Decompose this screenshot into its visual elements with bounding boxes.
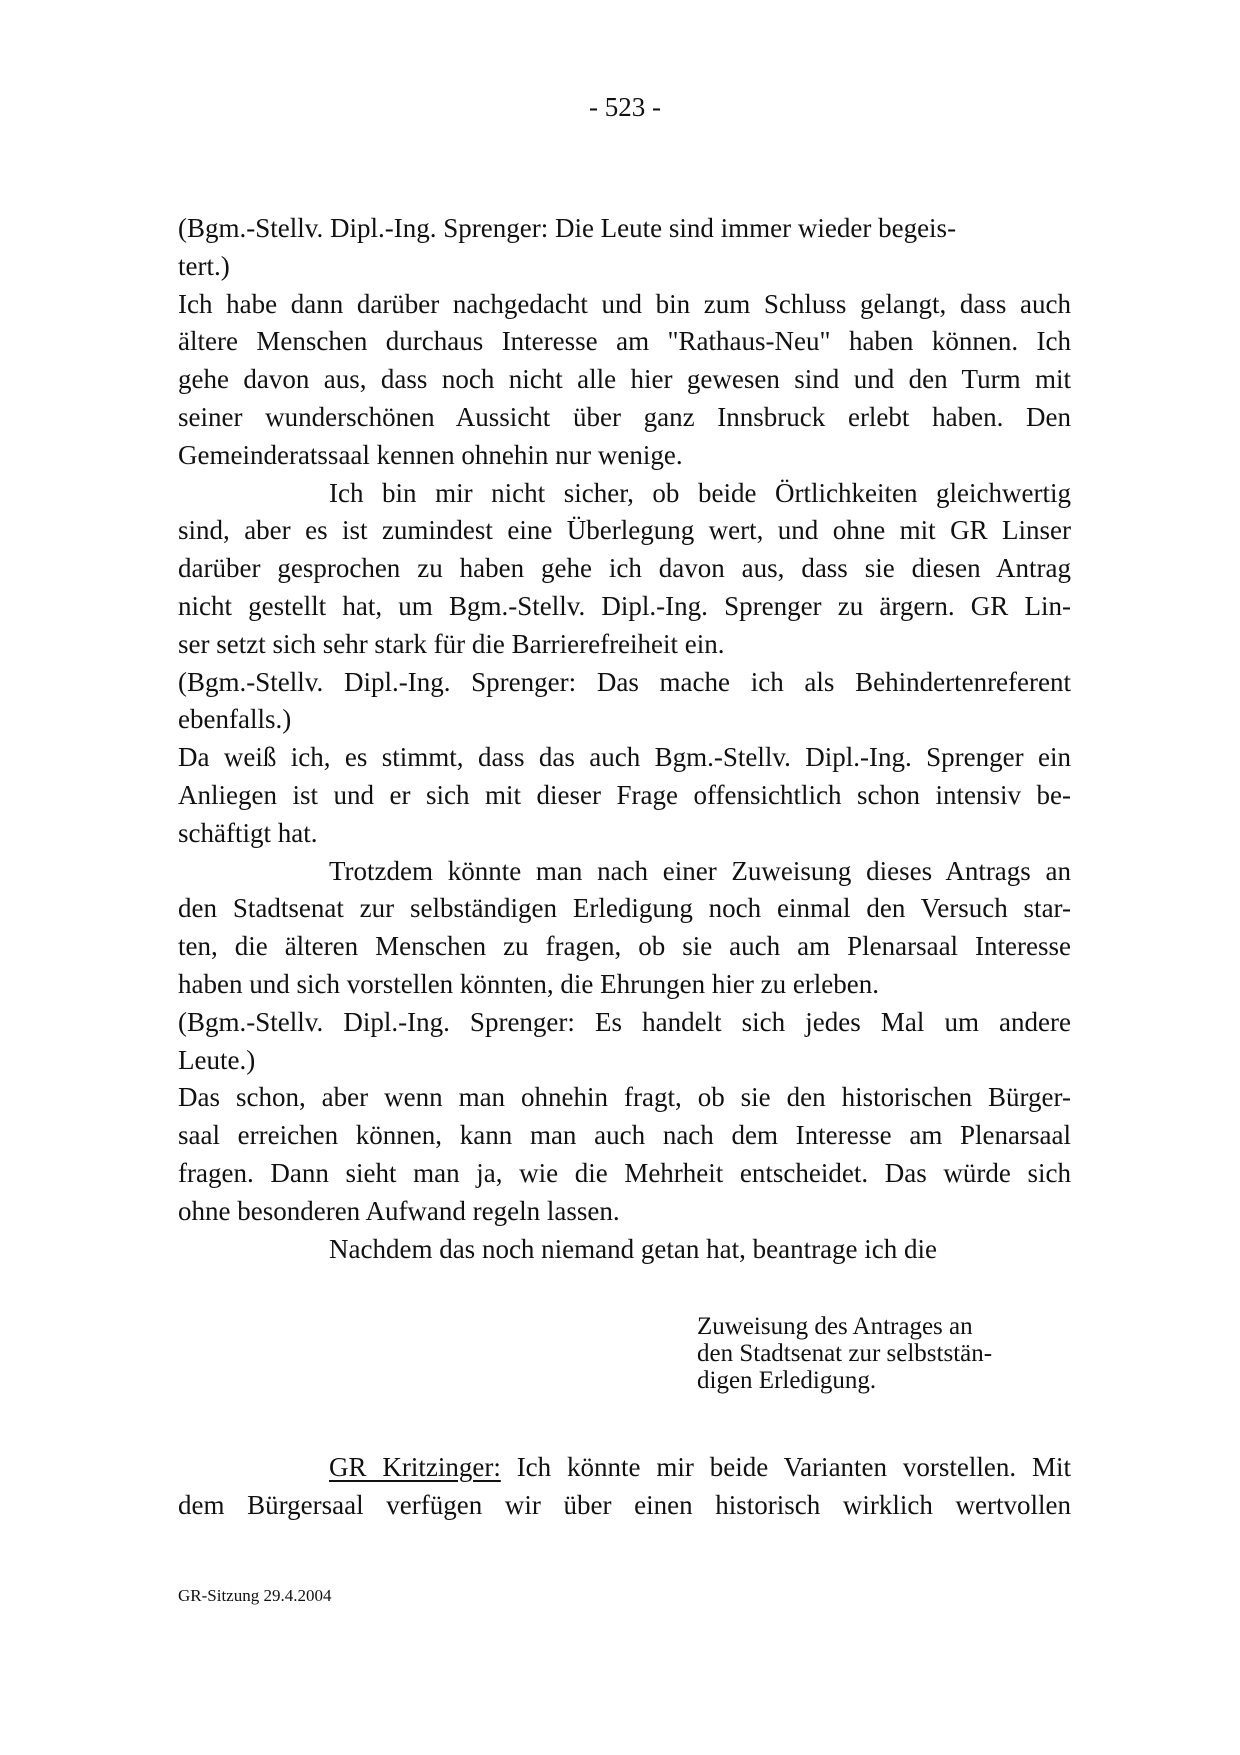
text-line: haben und sich vorstellen könnten, die Ehrungen hier zu erleben. [178, 968, 880, 999]
text-line: (Bgm.-Stellv. Dipl.-Ing. Sprenger: Das mache ich als Behindertenreferent [178, 666, 1071, 697]
text-line: saal erreichen können, kann man auch nach dem Interesse am Plenarsaal [178, 1120, 1071, 1151]
text-line: dem Bürgersaal verfügen wir über einen historisch wirklich wertvollen [178, 1489, 1071, 1520]
text-line: ältere Menschen durchaus Interesse am "Rathaus-Neu" haben können. Ich [178, 326, 1071, 357]
next-speaker-paragraph [178, 1449, 1071, 1525]
motion-line: digen Erledigung. [697, 1367, 877, 1394]
text-line: Da weiß ich, es stimmt, dass das auch Bgm.-Stellv. Dipl.-Ing. Sprenger ein [178, 742, 1071, 773]
text-line: schäftigt hat. [178, 817, 318, 848]
text-line: seiner wunderschönen Aussicht über ganz Innsbruck erlebt haben. Den [178, 401, 1071, 432]
text-line: ten, die älteren Menschen zu fragen, ob sie auch am Plenarsaal Interesse [178, 931, 1071, 962]
text-line: Leute.) [178, 1044, 256, 1075]
text-line: Ich habe dann darüber nachgedacht und bin zum Schluss gelangt, dass auch [178, 288, 1071, 319]
text-line: darüber gesprochen zu haben gehe ich davon aus, dass sie diesen Antrag [178, 553, 1071, 584]
text-line: Trotzdem könnte man nach einer Zuweisung dieses Antrags an [329, 855, 1071, 886]
footer: GR-Sitzung 29.4.2004 [178, 1586, 332, 1605]
text-line: Ich bin mir nicht sicher, ob beide Örtlichkeiten gleichwertig [329, 477, 1071, 508]
text-line: tert.) [178, 250, 230, 281]
main-text [178, 210, 1071, 1268]
speaker-name: GR Kritzinger: [329, 1452, 501, 1482]
text-line: Das schon, aber wenn man ohnehin fragt, ob sie den historischen Bürger- [178, 1082, 1071, 1113]
text-line: Nachdem das noch niemand getan hat, beantrage ich die [329, 1233, 938, 1264]
speaker-text: Ich könnte mir beide Varianten vorstellen. Mit [500, 1452, 1071, 1482]
text-line: sind, aber es ist zumindest eine Überlegung wert, und ohne mit GR Linser [178, 515, 1071, 546]
text-line: nicht gestellt hat, um Bgm.-Stellv. Dipl.-Ing. Sprenger zu ärgern. GR Lin- [178, 590, 1071, 621]
text-line: ebenfalls.) [178, 704, 292, 735]
text-line: gehe davon aus, dass noch nicht alle hier gewesen sind und den Turm mit [178, 364, 1071, 395]
text-line: den Stadtsenat zur selbständigen Erledigung noch einmal den Versuch star- [178, 893, 1071, 924]
motion-line: den Stadtsenat zur selbststän- [697, 1340, 993, 1367]
motion-line: Zuweisung des Antrages an [697, 1313, 973, 1340]
text-line [178, 1449, 1071, 1487]
text-line: fragen. Dann sieht man ja, wie die Mehrheit entscheidet. Das würde sich [178, 1157, 1071, 1188]
text-line: (Bgm.-Stellv. Dipl.-Ing. Sprenger: Es handelt sich jedes Mal um andere [178, 1006, 1071, 1037]
text-line: (Bgm.-Stellv. Dipl.-Ing. Sprenger: Die Leute sind immer wieder begeis- [178, 213, 957, 243]
text-line: Gemeinderatssaal kennen ohnehin nur wenige. [178, 439, 683, 470]
page-number: - 523 - [589, 92, 661, 122]
text-line: Anliegen ist und er sich mit dieser Frage offensichtlich schon intensiv be- [178, 779, 1071, 810]
motion-block [697, 1313, 992, 1394]
text-line: ser setzt sich sehr stark für die Barrierefreiheit ein. [178, 628, 725, 659]
text-line: ohne besonderen Aufwand regeln lassen. [178, 1195, 620, 1226]
